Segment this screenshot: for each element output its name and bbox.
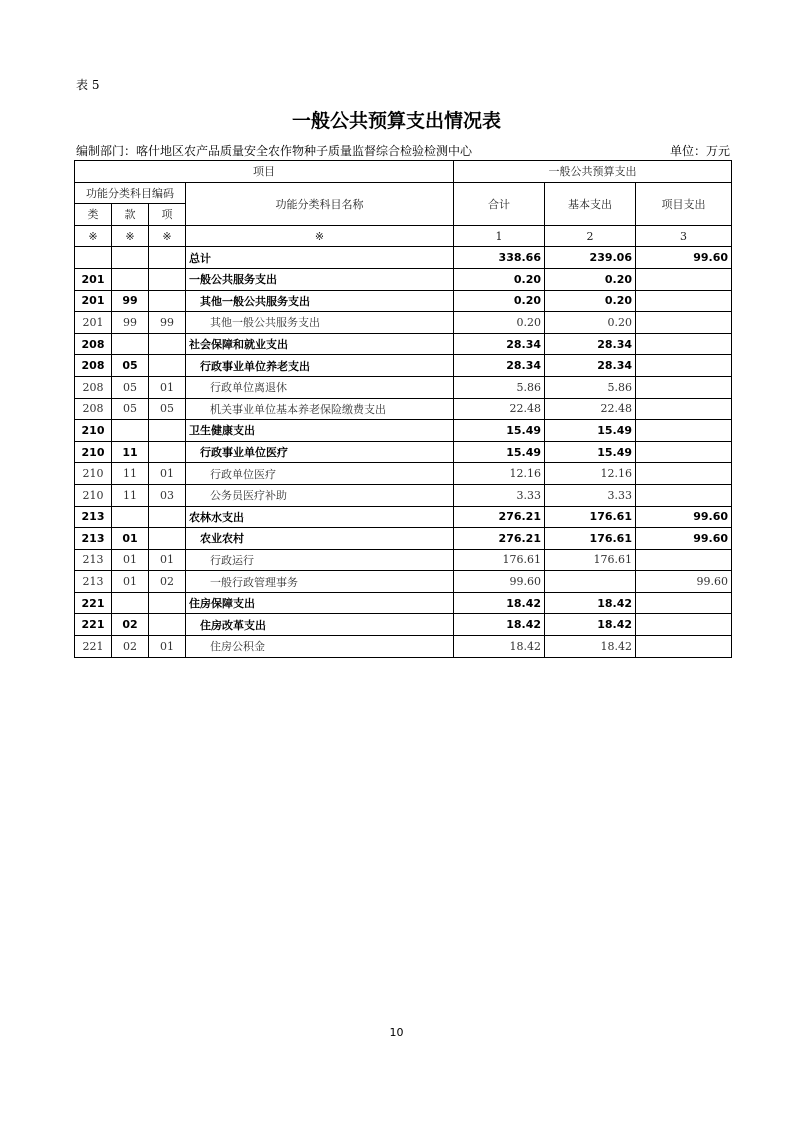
cell-xiang bbox=[149, 420, 186, 442]
cell-total: 28.34 bbox=[454, 355, 545, 377]
index-1: 1 bbox=[454, 225, 545, 247]
cell-project-expense bbox=[636, 463, 732, 485]
cell-xiang bbox=[149, 592, 186, 614]
cell-project-expense bbox=[636, 441, 732, 463]
header-xiang: 项 bbox=[149, 204, 186, 226]
cell-kuan: 02 bbox=[112, 614, 149, 636]
cell-basic: 22.48 bbox=[545, 398, 636, 420]
cell-xiang bbox=[149, 290, 186, 312]
cell-project-expense: 99.60 bbox=[636, 506, 732, 528]
cell-project-expense bbox=[636, 376, 732, 398]
cell-total: 15.49 bbox=[454, 441, 545, 463]
cell-name: 农林水支出 bbox=[186, 506, 454, 528]
cell-kuan bbox=[112, 268, 149, 290]
table-row bbox=[75, 506, 732, 528]
cell-total: 22.48 bbox=[454, 398, 545, 420]
cell-kuan: 01 bbox=[112, 528, 149, 550]
cell-total: 3.33 bbox=[454, 484, 545, 506]
cell-total: 18.42 bbox=[454, 636, 545, 658]
table-row bbox=[75, 636, 732, 658]
cell-name: 行政事业单位医疗 bbox=[186, 441, 454, 463]
cell-total: 0.20 bbox=[454, 312, 545, 334]
cell-total: 18.42 bbox=[454, 614, 545, 636]
cell-total: 5.86 bbox=[454, 376, 545, 398]
header-total: 合计 bbox=[454, 182, 545, 225]
cell-name: 行政运行 bbox=[186, 549, 454, 571]
cell-kuan: 05 bbox=[112, 398, 149, 420]
cell-lei: 208 bbox=[75, 333, 112, 355]
cell-name: 住房公积金 bbox=[186, 636, 454, 658]
cell-project-expense bbox=[636, 636, 732, 658]
cell-name: 其他一般公共服务支出 bbox=[186, 312, 454, 334]
cell-lei: 201 bbox=[75, 290, 112, 312]
cell-basic: 176.61 bbox=[545, 506, 636, 528]
table-number: 表 5 bbox=[76, 78, 100, 92]
cell-xiang bbox=[149, 506, 186, 528]
cell-basic: 15.49 bbox=[545, 441, 636, 463]
cell-basic: 239.06 bbox=[545, 247, 636, 269]
cell-basic: 28.34 bbox=[545, 355, 636, 377]
cell-total: 18.42 bbox=[454, 592, 545, 614]
cell-lei: 208 bbox=[75, 376, 112, 398]
header-project: 项目 bbox=[75, 161, 454, 183]
cell-total: 28.34 bbox=[454, 333, 545, 355]
cell-basic: 5.86 bbox=[545, 376, 636, 398]
mark-name: ※ bbox=[186, 225, 454, 247]
cell-project-expense bbox=[636, 398, 732, 420]
cell-kuan bbox=[112, 333, 149, 355]
table-row bbox=[75, 528, 732, 550]
cell-xiang: 05 bbox=[149, 398, 186, 420]
table-row bbox=[75, 549, 732, 571]
header-row-2 bbox=[75, 182, 732, 204]
cell-total: 99.60 bbox=[454, 571, 545, 593]
table-row bbox=[75, 398, 732, 420]
cell-name: 一般行政管理事务 bbox=[186, 571, 454, 593]
cell-xiang: 01 bbox=[149, 463, 186, 485]
cell-xiang: 03 bbox=[149, 484, 186, 506]
mark-kuan: ※ bbox=[112, 225, 149, 247]
cell-basic: 12.16 bbox=[545, 463, 636, 485]
cell-lei: 210 bbox=[75, 484, 112, 506]
cell-name: 住房改革支出 bbox=[186, 614, 454, 636]
cell-xiang bbox=[149, 441, 186, 463]
cell-xiang bbox=[149, 528, 186, 550]
cell-kuan bbox=[112, 592, 149, 614]
cell-project-expense bbox=[636, 355, 732, 377]
cell-kuan: 02 bbox=[112, 636, 149, 658]
cell-lei: 201 bbox=[75, 312, 112, 334]
table-row bbox=[75, 247, 732, 269]
cell-name: 农业农村 bbox=[186, 528, 454, 550]
cell-kuan bbox=[112, 247, 149, 269]
cell-basic: 18.42 bbox=[545, 636, 636, 658]
cell-lei: 208 bbox=[75, 355, 112, 377]
cell-basic: 176.61 bbox=[545, 528, 636, 550]
cell-basic: 15.49 bbox=[545, 420, 636, 442]
cell-project-expense bbox=[636, 614, 732, 636]
cell-name: 住房保障支出 bbox=[186, 592, 454, 614]
cell-name: 公务员医疗补助 bbox=[186, 484, 454, 506]
table-row bbox=[75, 592, 732, 614]
table-row bbox=[75, 571, 732, 593]
cell-name: 行政单位离退休 bbox=[186, 376, 454, 398]
cell-xiang: 99 bbox=[149, 312, 186, 334]
cell-kuan: 05 bbox=[112, 376, 149, 398]
table-row bbox=[75, 614, 732, 636]
cell-xiang bbox=[149, 614, 186, 636]
cell-kuan: 05 bbox=[112, 355, 149, 377]
cell-project-expense bbox=[636, 592, 732, 614]
meta-line bbox=[76, 142, 730, 158]
cell-total: 276.21 bbox=[454, 528, 545, 550]
index-3: 3 bbox=[636, 225, 732, 247]
cell-project-expense bbox=[636, 333, 732, 355]
cell-total: 338.66 bbox=[454, 247, 545, 269]
cell-project-expense bbox=[636, 484, 732, 506]
cell-lei: 201 bbox=[75, 268, 112, 290]
cell-basic: 0.20 bbox=[545, 290, 636, 312]
table-row bbox=[75, 355, 732, 377]
table-row bbox=[75, 463, 732, 485]
cell-project-expense: 99.60 bbox=[636, 571, 732, 593]
header-row-4 bbox=[75, 225, 732, 247]
cell-name: 社会保障和就业支出 bbox=[186, 333, 454, 355]
cell-name: 其他一般公共服务支出 bbox=[186, 290, 454, 312]
table-row bbox=[75, 333, 732, 355]
header-budget-group: 一般公共预算支出 bbox=[454, 161, 732, 183]
cell-lei: 213 bbox=[75, 571, 112, 593]
cell-project-expense bbox=[636, 290, 732, 312]
cell-xiang: 01 bbox=[149, 376, 186, 398]
cell-kuan: 11 bbox=[112, 484, 149, 506]
mark-xiang: ※ bbox=[149, 225, 186, 247]
header-row-1 bbox=[75, 161, 732, 183]
cell-total: 0.20 bbox=[454, 268, 545, 290]
table-row bbox=[75, 290, 732, 312]
cell-lei: 210 bbox=[75, 441, 112, 463]
header-kuan: 款 bbox=[112, 204, 149, 226]
header-code-group: 功能分类科目编码 bbox=[75, 182, 186, 204]
table-row bbox=[75, 312, 732, 334]
table-row bbox=[75, 268, 732, 290]
cell-name: 总计 bbox=[186, 247, 454, 269]
cell-xiang bbox=[149, 247, 186, 269]
cell-lei: 213 bbox=[75, 528, 112, 550]
cell-kuan: 11 bbox=[112, 463, 149, 485]
cell-project-expense bbox=[636, 268, 732, 290]
budget-table bbox=[74, 160, 732, 658]
cell-xiang bbox=[149, 355, 186, 377]
cell-kuan: 01 bbox=[112, 571, 149, 593]
cell-project-expense bbox=[636, 549, 732, 571]
cell-lei: 221 bbox=[75, 592, 112, 614]
cell-xiang bbox=[149, 268, 186, 290]
page-title: 一般公共预算支出情况表 bbox=[291, 110, 501, 132]
cell-basic: 0.20 bbox=[545, 312, 636, 334]
cell-lei bbox=[75, 247, 112, 269]
cell-basic: 28.34 bbox=[545, 333, 636, 355]
table-row bbox=[75, 484, 732, 506]
cell-kuan: 99 bbox=[112, 290, 149, 312]
header-name: 功能分类科目名称 bbox=[186, 182, 454, 225]
cell-lei: 213 bbox=[75, 549, 112, 571]
cell-kuan: 99 bbox=[112, 312, 149, 334]
table-row bbox=[75, 376, 732, 398]
cell-lei: 210 bbox=[75, 463, 112, 485]
mark-lei: ※ bbox=[75, 225, 112, 247]
department-label: 编制部门：喀什地区农产品质量安全农作物种子质量监督综合检验检测中心 bbox=[76, 144, 473, 158]
cell-name: 行政事业单位养老支出 bbox=[186, 355, 454, 377]
cell-basic: 18.42 bbox=[545, 614, 636, 636]
table-row bbox=[75, 420, 732, 442]
cell-total: 12.16 bbox=[454, 463, 545, 485]
cell-name: 行政单位医疗 bbox=[186, 463, 454, 485]
header-project-expense: 项目支出 bbox=[636, 182, 732, 225]
cell-kuan: 01 bbox=[112, 549, 149, 571]
cell-xiang: 01 bbox=[149, 549, 186, 571]
page-number: 10 bbox=[389, 1026, 404, 1039]
table-row bbox=[75, 441, 732, 463]
cell-name: 机关事业单位基本养老保险缴费支出 bbox=[186, 398, 454, 420]
cell-total: 276.21 bbox=[454, 506, 545, 528]
cell-project-expense bbox=[636, 420, 732, 442]
cell-xiang: 02 bbox=[149, 571, 186, 593]
cell-name: 一般公共服务支出 bbox=[186, 268, 454, 290]
header-lei: 类 bbox=[75, 204, 112, 226]
cell-lei: 221 bbox=[75, 636, 112, 658]
cell-basic: 176.61 bbox=[545, 549, 636, 571]
cell-basic bbox=[545, 571, 636, 593]
cell-name: 卫生健康支出 bbox=[186, 420, 454, 442]
cell-lei: 213 bbox=[75, 506, 112, 528]
cell-basic: 0.20 bbox=[545, 268, 636, 290]
cell-total: 176.61 bbox=[454, 549, 545, 571]
cell-basic: 18.42 bbox=[545, 592, 636, 614]
index-2: 2 bbox=[545, 225, 636, 247]
cell-total: 15.49 bbox=[454, 420, 545, 442]
cell-lei: 210 bbox=[75, 420, 112, 442]
cell-total: 0.20 bbox=[454, 290, 545, 312]
cell-lei: 208 bbox=[75, 398, 112, 420]
cell-basic: 3.33 bbox=[545, 484, 636, 506]
cell-xiang: 01 bbox=[149, 636, 186, 658]
cell-project-expense: 99.60 bbox=[636, 528, 732, 550]
unit-label: 单位：万元 bbox=[669, 144, 730, 158]
cell-project-expense bbox=[636, 312, 732, 334]
cell-kuan bbox=[112, 506, 149, 528]
cell-kuan: 11 bbox=[112, 441, 149, 463]
cell-lei: 221 bbox=[75, 614, 112, 636]
header-basic: 基本支出 bbox=[545, 182, 636, 225]
cell-kuan bbox=[112, 420, 149, 442]
cell-xiang bbox=[149, 333, 186, 355]
cell-project-expense: 99.60 bbox=[636, 247, 732, 269]
